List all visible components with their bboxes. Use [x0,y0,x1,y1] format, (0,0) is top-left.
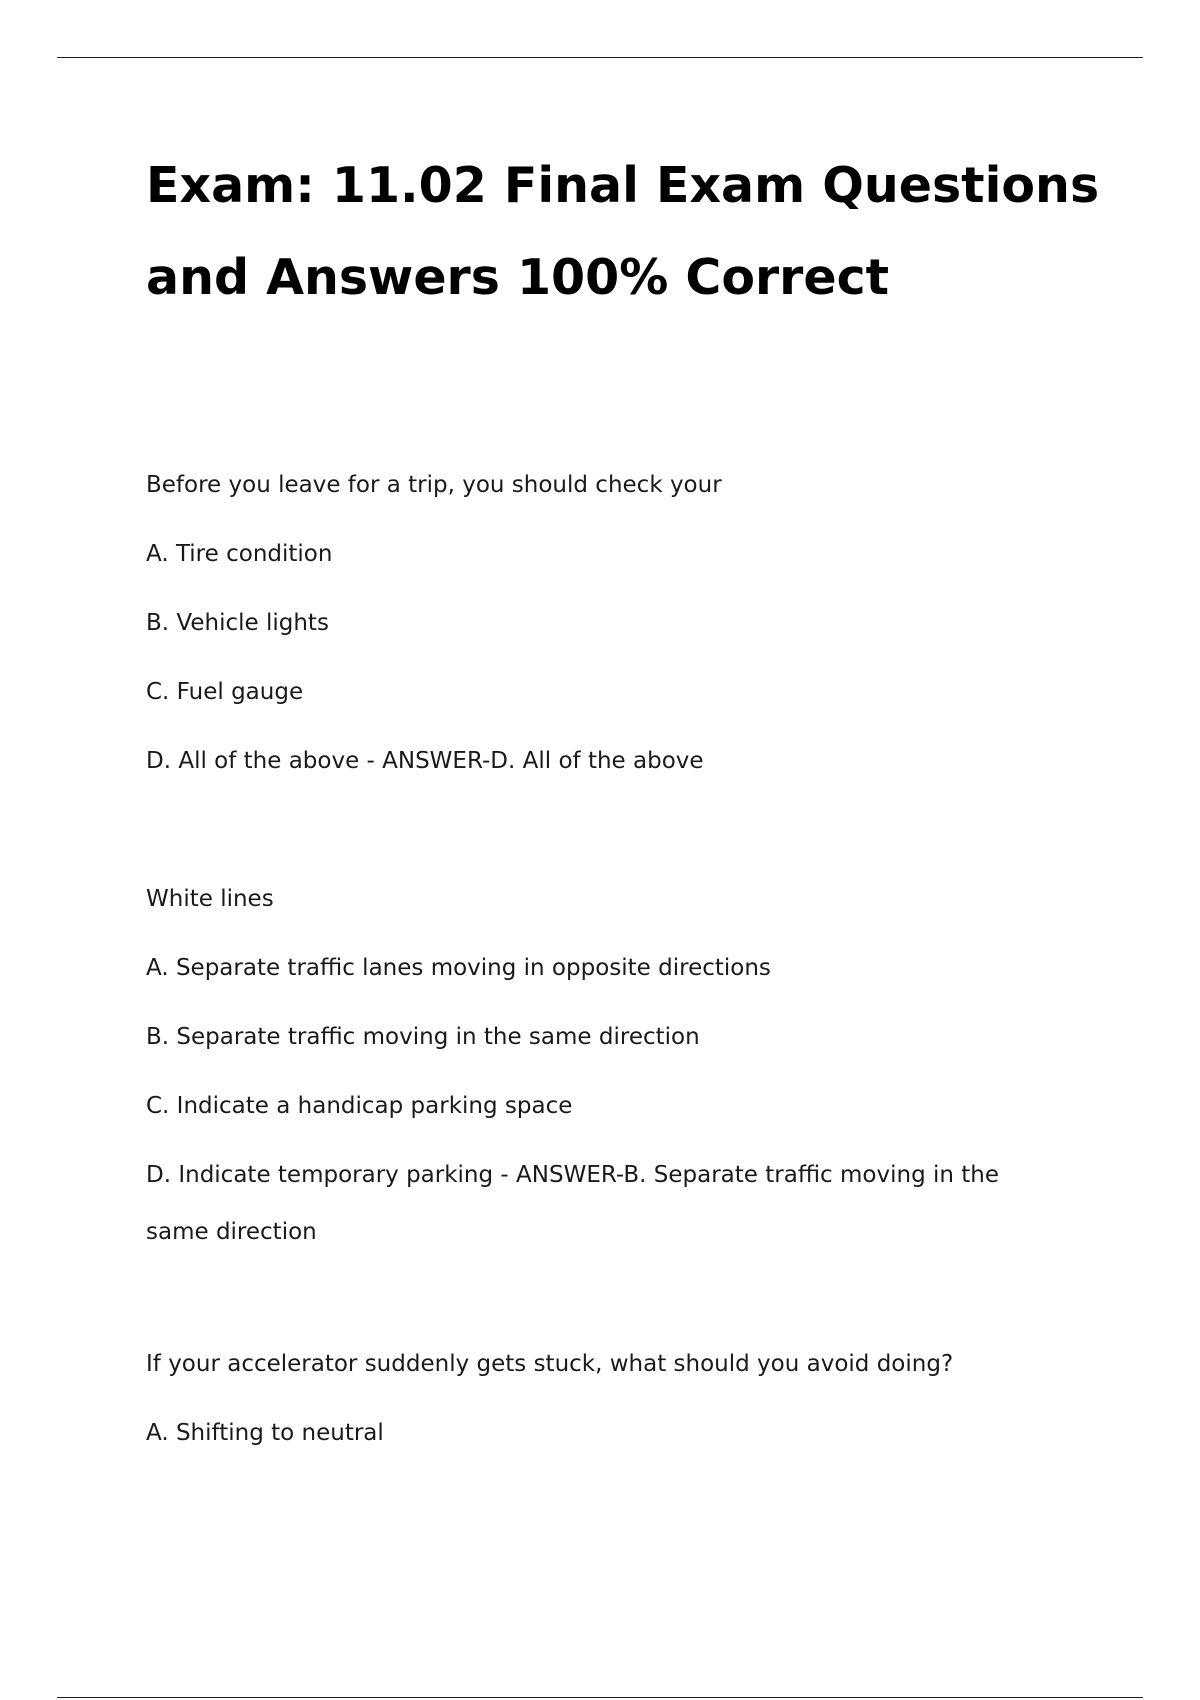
answer-option: A. Tire condition [146,541,333,567]
question-block [146,451,1066,796]
title-line-1: Exam: 11.02 Final Exam Questions [146,157,1100,214]
answer-option: B. Separate traffic moving in the same direction [146,1024,700,1050]
question-list [146,451,1066,1537]
question-prompt: Before you leave for a trip, you should check your [146,472,722,498]
title-line-2: and Answers 100% Correct [146,249,890,306]
answer-option: C. Fuel gauge [146,679,304,705]
question-prompt: White lines [146,886,274,912]
footer-rule [57,1697,1143,1698]
question-block [146,865,1066,1261]
question-block [146,1330,1066,1468]
answer-option: C. Indicate a handicap parking space [146,1093,573,1119]
answer-option: A. Separate traffic lanes moving in opposite directions [146,955,771,981]
answer-option: D. All of the above - ANSWER-D. All of the above [146,748,704,774]
page-title [146,140,1146,324]
question-prompt: If your accelerator suddenly gets stuck, what should you avoid doing? [146,1351,954,1377]
answer-option: A. Shifting to neutral [146,1420,384,1446]
header-rule [57,57,1143,58]
answer-option: B. Vehicle lights [146,610,329,636]
answer-option: D. Indicate temporary parking - ANSWER-B. Separate traffic moving in the same direction [146,1162,999,1245]
